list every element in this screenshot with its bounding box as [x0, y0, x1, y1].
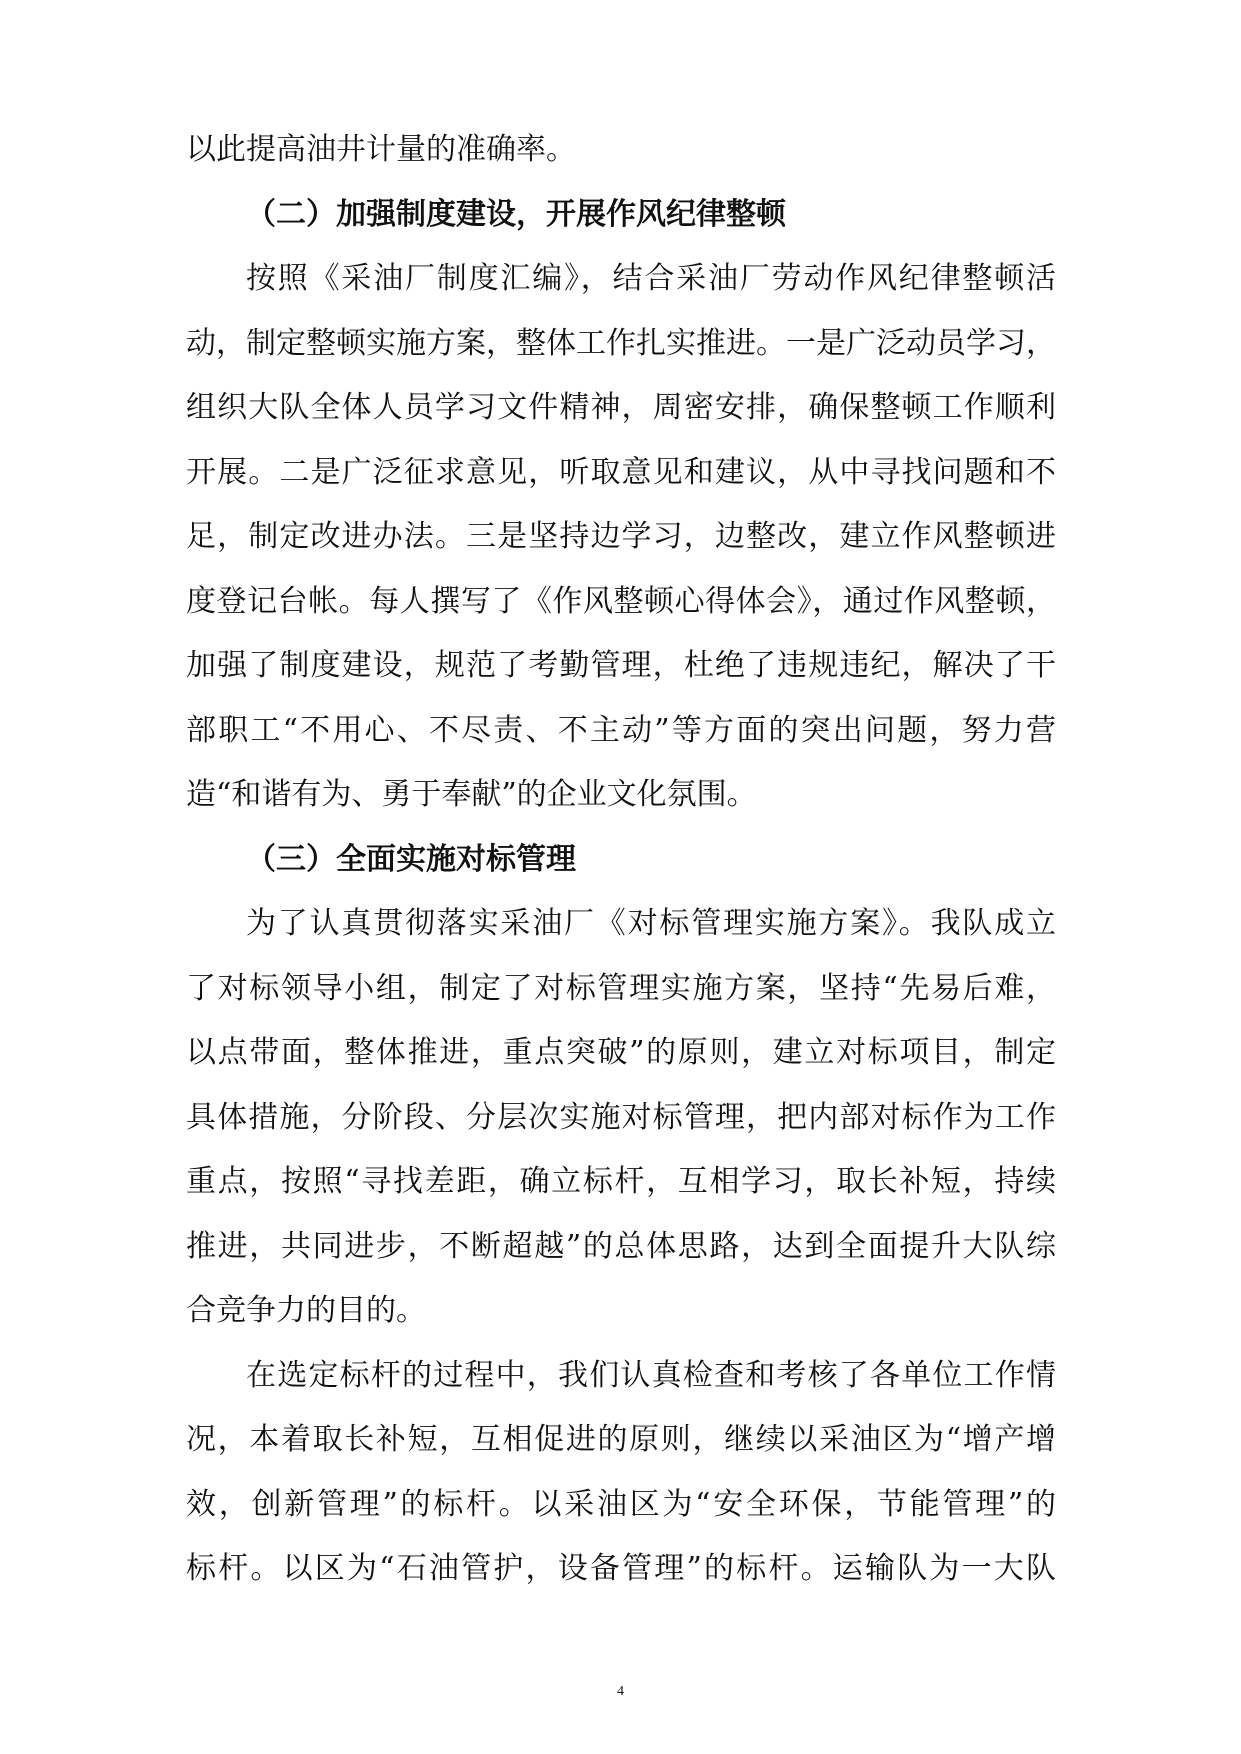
paragraph-line: 为了认真贯彻落实采油厂《对标管理实施方案》。我队成立: [246, 906, 1056, 941]
paragraph-line: 了对标领导小组，制定了对标管理实施方案，坚持“先易后难，: [186, 970, 1056, 1006]
paragraph-line: 以点带面，整体推进，重点突破”的原则，建立对标项目，制定: [186, 1035, 1056, 1070]
paragraph-line: 在选定标杆的过程中，我们认真检查和考核了各单位工作情: [246, 1357, 1056, 1393]
paragraph-line: 况，本着取长补短，互相促进的原则，继续以采油区为“增产增: [186, 1422, 1056, 1457]
paragraph-line: 动，制定整顿实施方案，整体工作扎实推进。一是广泛动员学习，: [186, 325, 1056, 361]
paragraph-line: 造“和谐有为、勇于奉献”的企业文化氛围。: [186, 777, 757, 812]
page-number: 4: [617, 1684, 624, 1699]
paragraph-line: 标杆。以区为“石油管护，设备管理”的标杆。运输队为一大队: [186, 1551, 1056, 1586]
paragraph-line: 具体措施，分阶段、分层次实施对标管理，把内部对标作为工作: [186, 1099, 1056, 1135]
paragraph-line: 开展。二是广泛征求意见，听取意见和建议，从中寻找问题和不: [186, 454, 1056, 490]
paragraph-line: 度登记台帐。每人撰写了《作风整顿心得体会》，通过作风整顿，: [186, 583, 1056, 619]
paragraph-line: 足，制定改进办法。三是坚持边学习，边整改，建立作风整顿进: [186, 519, 1056, 554]
paragraph-line: 推进，共同进步，不断超越”的总体思路，达到全面提升大队综: [186, 1228, 1056, 1264]
section-heading: （三）全面实施对标管理: [246, 841, 576, 877]
paragraph-line: 加强了制度建设，规范了考勤管理，杜绝了违规违纪，解决了干: [186, 648, 1056, 683]
paragraph-line: 重点，按照“寻找差距，确立标杆，互相学习，取长补短，持续: [186, 1164, 1056, 1199]
paragraph-line: 效，创新管理”的标杆。以采油区为“安全环保，节能管理”的: [186, 1486, 1056, 1522]
paragraph-line: 合竞争力的目的。: [186, 1293, 426, 1328]
paragraph-line: 以此提高油井计量的准确率。: [186, 132, 576, 167]
paragraph-line: 按照《采油厂制度汇编》，结合采油厂劳动作风纪律整顿活: [246, 261, 1056, 296]
paragraph-line: 组织大队全体人员学习文件精神，周密安排，确保整顿工作顺利: [186, 390, 1056, 425]
document-body: [186, 118, 1056, 1602]
paragraph-line: 部职工“不用心、不尽责、不主动”等方面的突出问题，努力营: [186, 712, 1056, 748]
section-heading: （二）加强制度建设，开展作风纪律整顿: [246, 196, 786, 232]
